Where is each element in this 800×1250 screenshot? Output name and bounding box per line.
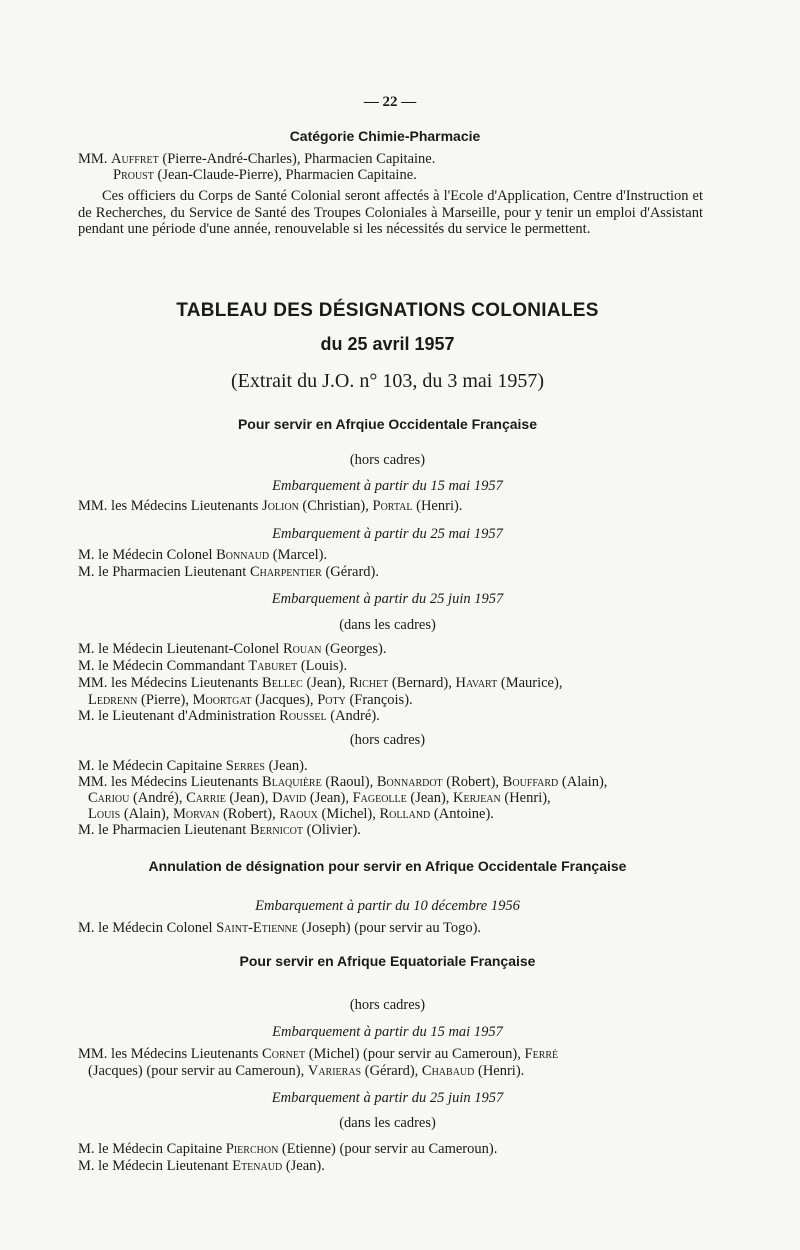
table-date: du 25 avril 1957 (320, 334, 455, 354)
assignment-paragraph: Ces officiers du Corps de Santé Colonial seront affectés à l'Ecole d'Application, Centre d'Instruction et de Recherches, du Service de Santé des Troupes Coloniales à Marseille, pour y tenir un emploi d'Assistant pendant une période d'une année, renouvelable si les nécessités du service le permettent. (78, 188, 703, 237)
category-heading: Catégorie Chimie-Pharmacie (289, 128, 481, 144)
embarkation-date: Embarquement à partir du 25 mai 1957 (272, 526, 503, 542)
designation-line: Ledrenn (Pierre), Moortgat (Jacques), Poty (François). (88, 692, 413, 708)
officer-line: MM. Auffret (Pierre-André-Charles), Pharmacien Capitaine. (78, 151, 436, 167)
embarkation-date: Embarquement à partir du 25 juin 1957 (271, 591, 504, 607)
embarkation-date: Embarquement à partir du 15 mai 1957 (272, 1024, 503, 1040)
designation-line: Louis (Alain), Morvan (Robert), Raoux (Michel), Rolland (Antoine). (88, 806, 494, 822)
section-heading: Pour servir en Afrique Equatoriale Française (239, 953, 536, 969)
designation-line: M. le Pharmacien Lieutenant Bernicot (Olivier). (78, 822, 361, 838)
embarkation-date: Embarquement à partir du 10 décembre 1956 (255, 898, 520, 914)
status-label: (hors cadres) (349, 997, 426, 1013)
designation-line: M. le Médecin Capitaine Serres (Jean). (78, 758, 308, 774)
designation-line: M. le Médecin Colonel Bonnaud (Marcel). (78, 547, 328, 563)
status-label: (hors cadres) (349, 452, 426, 468)
embarkation-date: Embarquement à partir du 15 mai 1957 (272, 478, 503, 494)
designation-line: M. le Lieutenant d'Administration Roussel (André). (78, 708, 380, 724)
page-number: — 22 — (363, 94, 417, 110)
source-reference: (Extrait du J.O. n° 103, du 3 mai 1957) (231, 370, 544, 392)
designation-line: M. le Médecin Colonel Saint-Etienne (Joseph) (pour servir au Togo). (78, 920, 482, 936)
section-heading: Pour servir en Afrqiue Occidentale Française (237, 416, 538, 432)
designation-line: MM. les Médecins Lieutenants Bellec (Jean), Richet (Bernard), Havart (Maurice), (78, 675, 563, 691)
status-label: (dans les cadres) (339, 1115, 436, 1131)
designation-line: (Jacques) (pour servir au Cameroun), Varieras (Gérard), Chabaud (Henri). (88, 1063, 525, 1079)
designation-line: MM. les Médecins Lieutenants Blaquière (Raoul), Bonnardot (Robert), Bouffard (Alain), (78, 774, 608, 790)
embarkation-date: Embarquement à partir du 25 juin 1957 (271, 1090, 504, 1106)
designation-line: MM. les Médecins Lieutenants Cornet (Michel) (pour servir au Cameroun), Ferré (78, 1046, 559, 1062)
status-label: (hors cadres) (349, 732, 426, 748)
designation-line: M. le Médecin Lieutenant Etenaud (Jean). (78, 1158, 325, 1174)
designation-line: M. le Médecin Capitaine Pierchon (Etienne) (pour servir au Cameroun). (78, 1141, 498, 1157)
officer-line: Proust (Jean-Claude-Pierre), Pharmacien Capitaine. (113, 167, 417, 183)
table-title: TABLEAU DES DÉSIGNATIONS COLONIALES (176, 300, 599, 321)
designation-line: Cariou (André), Carrie (Jean), David (Jean), Fageolle (Jean), Kerjean (Henri), (88, 790, 551, 806)
designation-line: M. le Pharmacien Lieutenant Charpentier (Gérard). (78, 564, 380, 580)
designation-line: MM. les Médecins Lieutenants Jolion (Christian), Portal (Henri). (78, 498, 463, 514)
status-label: (dans les cadres) (339, 617, 436, 633)
designation-line: M. le Médecin Lieutenant-Colonel Rouan (Georges). (78, 641, 387, 657)
section-heading: Annulation de désignation pour servir en Afrique Occidentale Française (148, 858, 627, 874)
designation-line: M. le Médecin Commandant Taburet (Louis). (78, 658, 348, 674)
